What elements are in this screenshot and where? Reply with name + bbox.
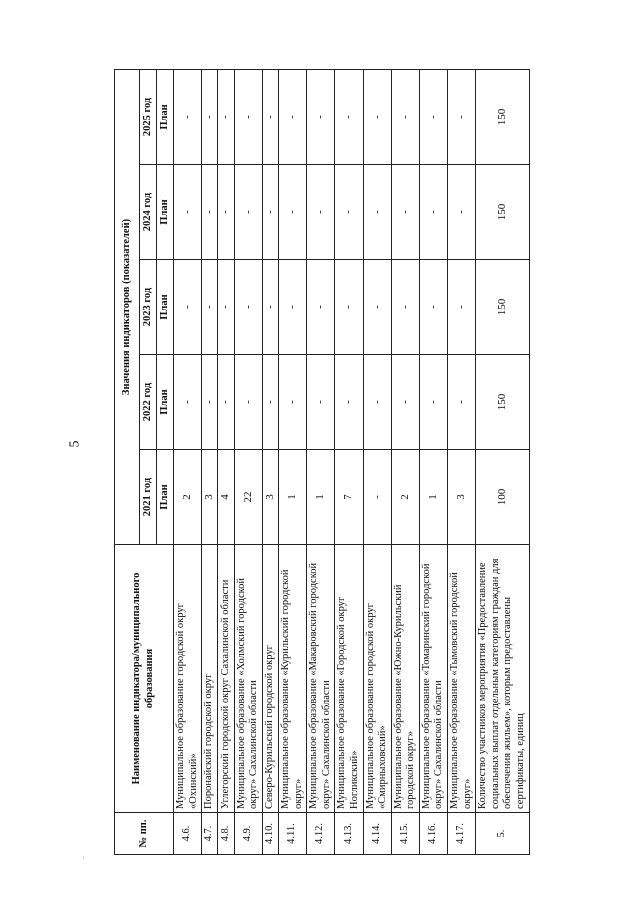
row-value-2023: - [363, 260, 391, 355]
row-number: 4.13. [335, 813, 363, 855]
row-number: 5. [476, 813, 529, 855]
row-value-2024: - [391, 165, 419, 260]
row-value-2021: 7 [335, 450, 363, 545]
header-name: Наименование индикатора/муниципального образования [115, 545, 174, 813]
row-value-2022: - [391, 355, 419, 450]
scan-mark: - [78, 856, 88, 859]
header-year-2024: 2024 год [140, 165, 157, 260]
row-value-2025: - [363, 69, 391, 164]
row-value-2025: - [262, 69, 278, 164]
row-name: Поронайский городской округ [202, 545, 218, 813]
row-value-2025: - [419, 69, 447, 164]
row-value-2021: 3 [448, 450, 476, 545]
row-name: Углегорский городской округ Сахалинской области [218, 545, 234, 813]
row-value-2025: 150 [476, 69, 529, 164]
row-number: 4.11. [278, 813, 306, 855]
header-year-2023: 2023 год [140, 260, 157, 355]
row-value-2023: - [262, 260, 278, 355]
row-value-2022: - [307, 355, 335, 450]
table-body [174, 69, 530, 854]
row-value-2024: - [363, 165, 391, 260]
row-value-2023: - [202, 260, 218, 355]
row-value-2023: - [234, 260, 262, 355]
table-row [234, 69, 262, 854]
table-row [476, 69, 529, 854]
row-number: 4.7. [202, 813, 218, 855]
table-row [419, 69, 447, 854]
row-value-2022: - [335, 355, 363, 450]
row-name: Муниципальное образование «Южно-Курильский городской округ» [391, 545, 419, 813]
row-value-2021: 3 [202, 450, 218, 545]
header-year-2025: 2025 год [140, 69, 157, 164]
row-number: 4.17. [448, 813, 476, 855]
header-plan-2022: План [157, 355, 174, 450]
table-row [218, 69, 234, 854]
row-value-2024: - [278, 165, 306, 260]
row-value-2023: 150 [476, 260, 529, 355]
row-value-2022: - [278, 355, 306, 450]
row-value-2024: - [218, 165, 234, 260]
row-number: 4.10. [262, 813, 278, 855]
row-value-2022: - [448, 355, 476, 450]
table-row [278, 69, 306, 854]
row-value-2021: 1 [278, 450, 306, 545]
row-value-2023: - [335, 260, 363, 355]
row-number: 4.16. [419, 813, 447, 855]
row-name: Муниципальное образование городской округ «Смирныховский» [363, 545, 391, 813]
row-value-2025: - [174, 69, 202, 164]
row-value-2022: - [234, 355, 262, 450]
row-value-2023: - [419, 260, 447, 355]
row-value-2025: - [202, 69, 218, 164]
row-value-2022: - [174, 355, 202, 450]
row-value-2021: - [363, 450, 391, 545]
row-value-2022: - [218, 355, 234, 450]
row-name: Муниципальное образование городской округ «Охинский» [174, 545, 202, 813]
row-number: 4.14. [363, 813, 391, 855]
row-value-2023: - [218, 260, 234, 355]
row-value-2022: - [202, 355, 218, 450]
row-number: 4.8. [218, 813, 234, 855]
row-number: 4.12. [307, 813, 335, 855]
row-value-2025: - [391, 69, 419, 164]
row-value-2021: 1 [307, 450, 335, 545]
row-value-2023: - [307, 260, 335, 355]
row-number: 4.6. [174, 813, 202, 855]
row-name: Количество участников мероприятия «Предоставление социальных выплат отдельным категориям граждан для обеспечения жильем», которым предоставлены сертификаты, единиц [476, 545, 529, 813]
row-value-2021: 100 [476, 450, 529, 545]
row-value-2024: 150 [476, 165, 529, 260]
table-row [202, 69, 218, 854]
table-row [262, 69, 278, 854]
row-value-2021: 4 [218, 450, 234, 545]
header-indicator-values: Значения индикаторов (показателей) [115, 69, 140, 544]
row-value-2025: - [335, 69, 363, 164]
row-value-2023: - [391, 260, 419, 355]
row-value-2024: - [307, 165, 335, 260]
header-plan-2021: План [157, 450, 174, 545]
row-name: Муниципальное образование «Курильский городской округ» [278, 545, 306, 813]
header-plan-2023: План [157, 260, 174, 355]
header-plan-2024: План [157, 165, 174, 260]
row-value-2021: 22 [234, 450, 262, 545]
row-value-2022: - [262, 355, 278, 450]
header-number: № пп. [115, 813, 174, 855]
row-value-2022: - [363, 355, 391, 450]
table-row [391, 69, 419, 854]
row-name: Муниципальное образование «Томаринский городской округ» Сахалинской области [419, 545, 447, 813]
row-value-2023: - [278, 260, 306, 355]
table-row [448, 69, 476, 854]
row-value-2023: - [174, 260, 202, 355]
row-value-2024: - [448, 165, 476, 260]
row-value-2022: 150 [476, 355, 529, 450]
row-value-2024: - [419, 165, 447, 260]
row-name: Муниципальное образование «Холмский городской округ» Сахалинской области [234, 545, 262, 813]
row-value-2024: - [202, 165, 218, 260]
row-number: 4.15. [391, 813, 419, 855]
indicators-table [114, 69, 530, 855]
header-plan-2025: План [157, 69, 174, 164]
row-value-2021: 3 [262, 450, 278, 545]
row-name: Муниципальное образование «Городской округ Ногликский» [335, 545, 363, 813]
row-name: Муниципальное образование «Макаровский городской округ» Сахалинской области [307, 545, 335, 813]
table-row [335, 69, 363, 854]
row-name: Муниципальное образование «Тымовский городской округ» [448, 545, 476, 813]
row-value-2021: 2 [391, 450, 419, 545]
page-number: 5 [67, 440, 83, 448]
row-value-2024: - [234, 165, 262, 260]
row-value-2025: - [234, 69, 262, 164]
table-row [363, 69, 391, 854]
row-value-2023: - [448, 260, 476, 355]
row-value-2021: 2 [174, 450, 202, 545]
table-row [307, 69, 335, 854]
rotated-table-wrapper [114, 70, 527, 855]
row-value-2025: - [218, 69, 234, 164]
row-number: 4.9. [234, 813, 262, 855]
row-value-2024: - [174, 165, 202, 260]
row-name: Северо-Курильский городской округ [262, 545, 278, 813]
row-value-2022: - [419, 355, 447, 450]
row-value-2024: - [262, 165, 278, 260]
row-value-2025: - [448, 69, 476, 164]
header-year-2022: 2022 год [140, 355, 157, 450]
header-year-2021: 2021 год [140, 450, 157, 545]
row-value-2021: 1 [419, 450, 447, 545]
row-value-2024: - [335, 165, 363, 260]
row-value-2025: - [307, 69, 335, 164]
row-value-2025: - [278, 69, 306, 164]
table-row [174, 69, 202, 854]
